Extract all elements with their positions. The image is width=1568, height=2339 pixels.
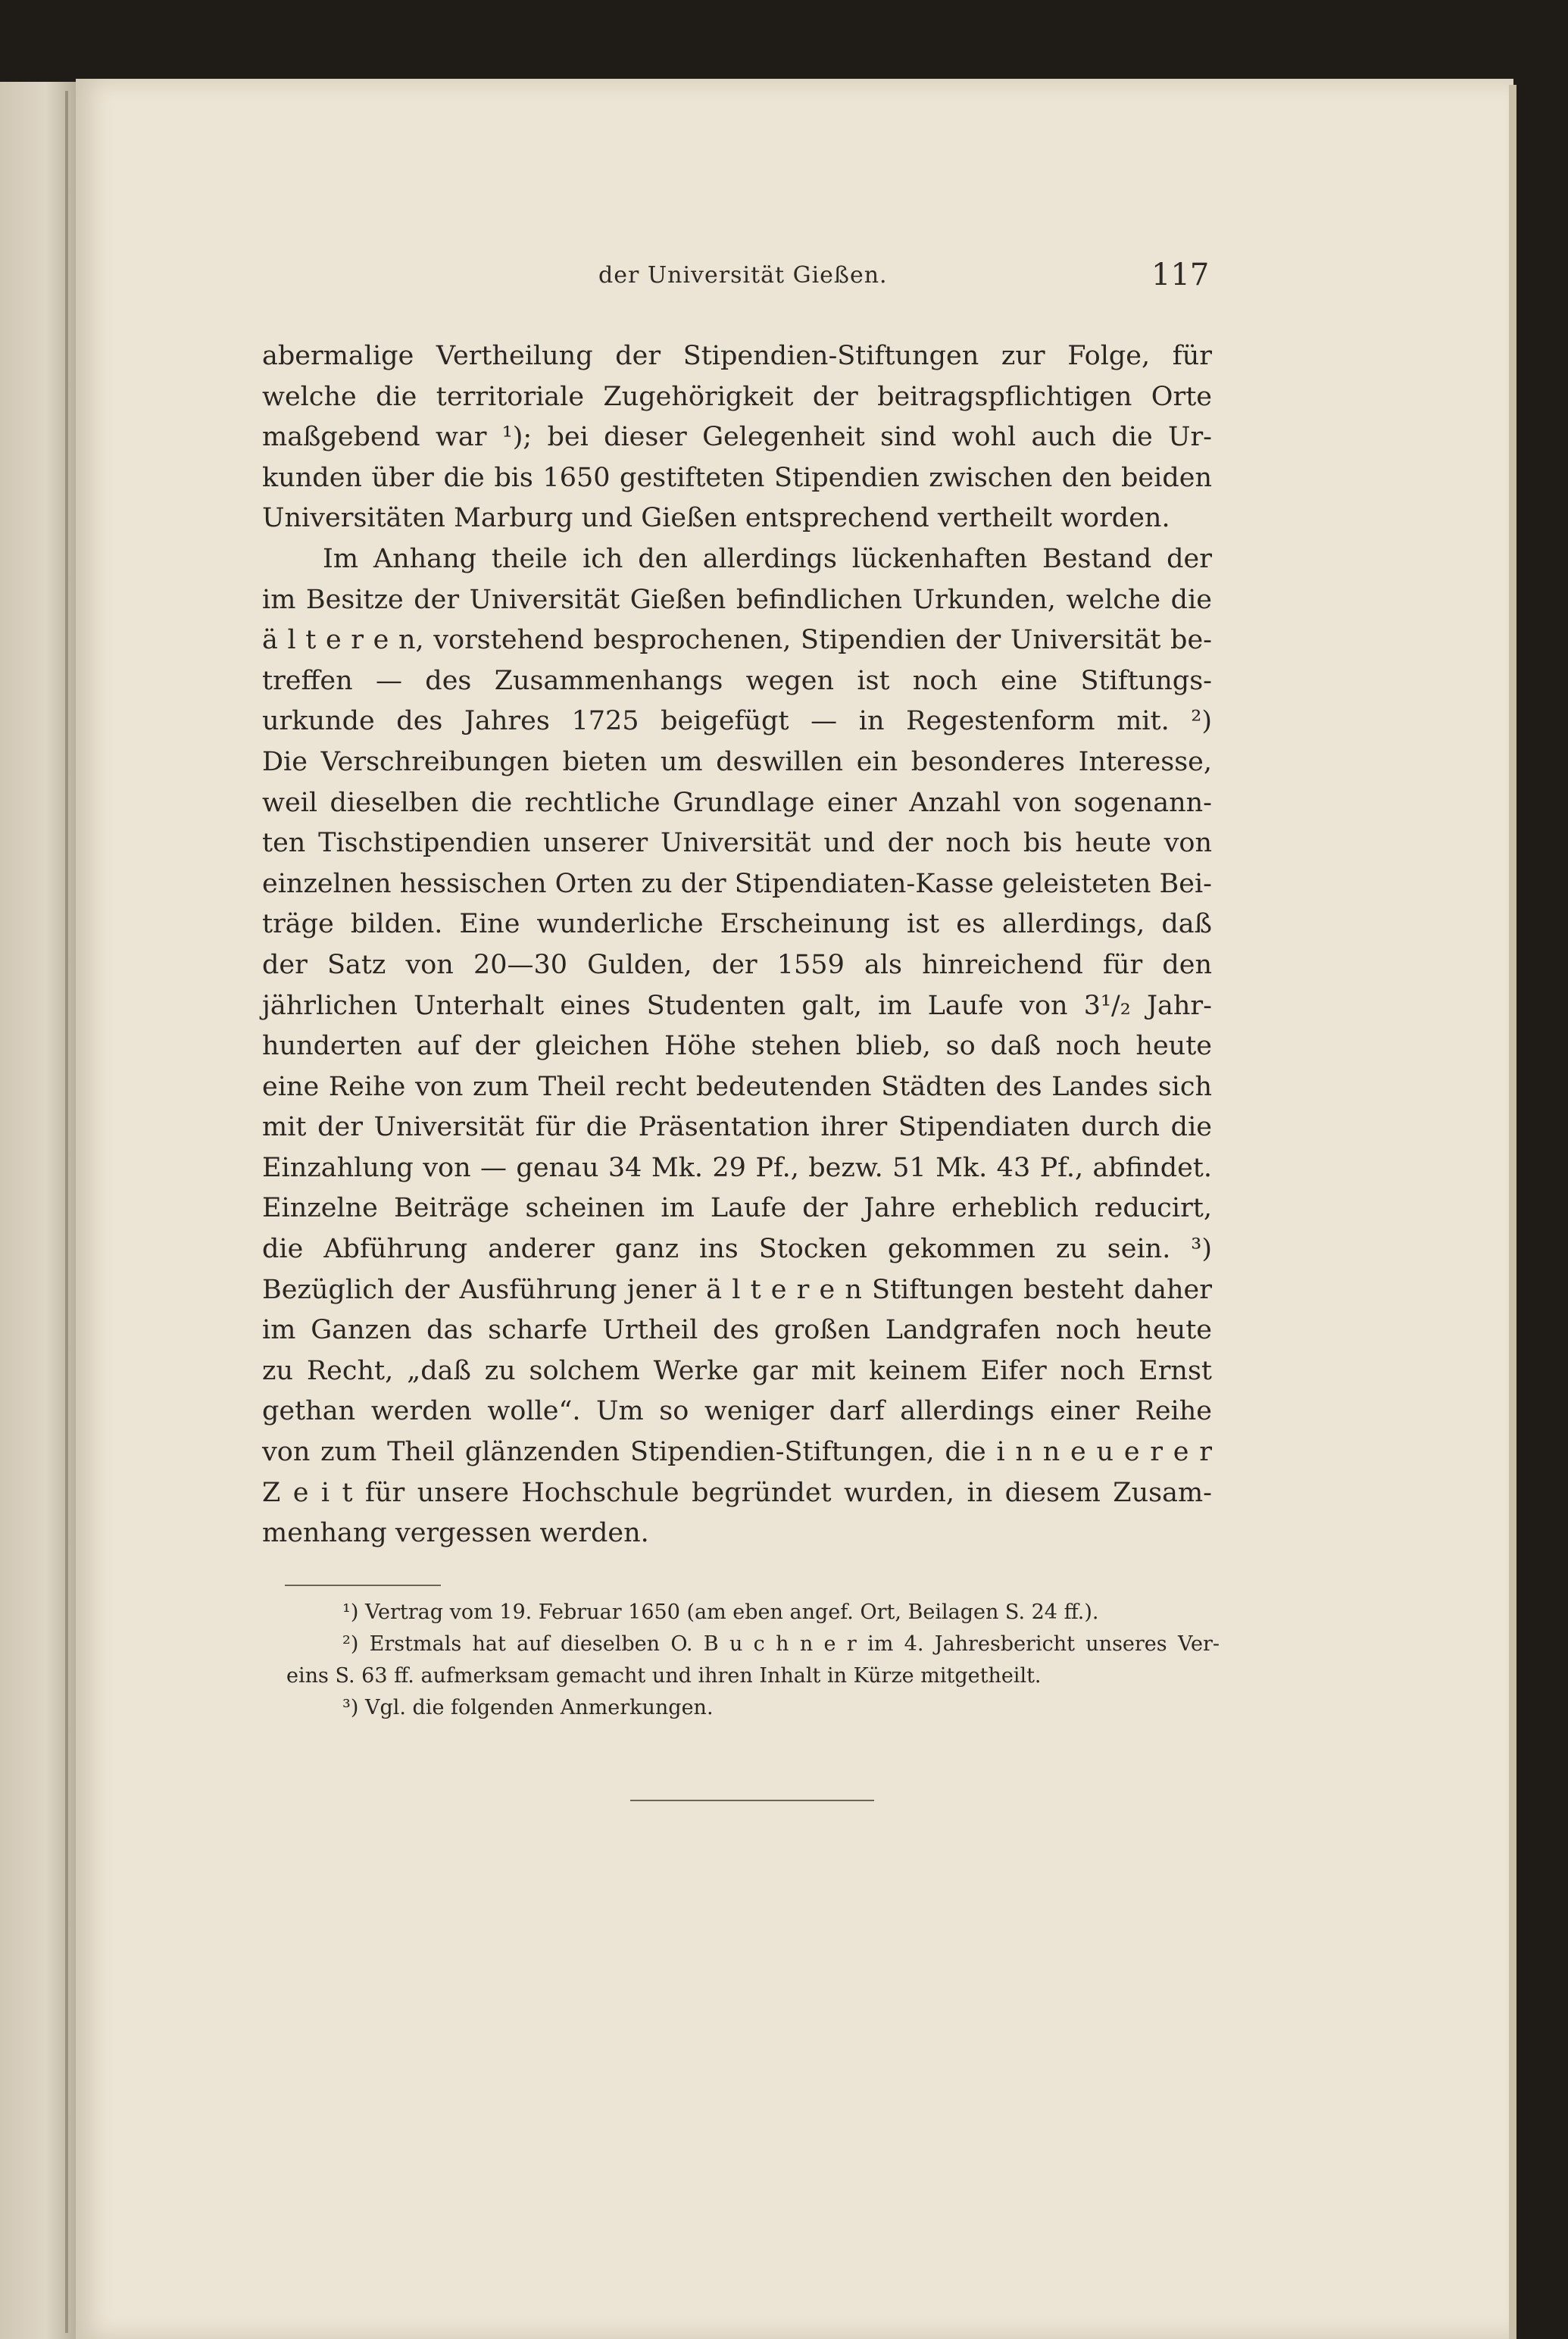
footnote-line: ²) Erstmals hat auf dieselben O. B u c h n e r im 4. Jahresbericht unseres Ver- xyxy=(342,1632,1220,1656)
footnote-separator xyxy=(285,1585,441,1586)
text-line: eine Reihe von zum Theil recht bedeutenden Städten des Landes sich xyxy=(262,1071,1212,1102)
footnotes xyxy=(286,1597,1220,1724)
text-line: ten Tischstipendien unserer Universität und der noch bis heute von xyxy=(262,828,1212,859)
text-line: Die Verschreibungen bieten um deswillen ein besonderes Interesse, xyxy=(262,746,1212,777)
text-line: Einzelne Beiträge scheinen im Laufe der Jahre erheblich reducirt, xyxy=(262,1193,1212,1224)
left-page-edge xyxy=(0,82,76,2339)
text-line: einzelnen hessischen Orten zu der Stipendiaten-Kasse geleisteten Bei- xyxy=(262,868,1212,899)
text-line: zu Recht, „daß zu solchem Werke gar mit keinem Eifer noch Ernst xyxy=(262,1355,1212,1386)
text-line: von zum Theil glänzenden Stipendien-Stiftungen, die i n n e u e r e r xyxy=(262,1437,1212,1468)
end-rule xyxy=(630,1800,874,1801)
text-line: Universitäten Marburg und Gießen entsprechend vertheilt worden. xyxy=(262,503,1170,534)
body-text xyxy=(262,336,1212,1554)
text-line: der Satz von 20—30 Gulden, der 1559 als hinreichend für den xyxy=(262,949,1212,980)
text-line: maßgebend war ¹); bei dieser Gelegenheit sind wohl auch die Ur- xyxy=(262,422,1212,453)
text-line: mit der Universität für die Präsentation ihrer Stipendiaten durch die xyxy=(262,1112,1212,1143)
text-line: im Ganzen das scharfe Urtheil des großen Landgrafen noch heute xyxy=(262,1315,1212,1346)
footnote-line: ¹) Vertrag vom 19. Februar 1650 (am eben angef. Ort, Beilagen S. 24 ff.). xyxy=(342,1600,1099,1624)
text-line: welche die territoriale Zugehörigkeit der beitragspflichtigen Orte xyxy=(262,381,1212,412)
text-line: urkunde des Jahres 1725 beigefügt — in Regestenform mit. ²) xyxy=(262,706,1212,737)
text-line: jährlichen Unterhalt eines Studenten galt, im Laufe von 3¹/₂ Jahr- xyxy=(262,990,1212,1021)
text-line: abermalige Vertheilung der Stipendien-Stiftungen zur Folge, für xyxy=(262,341,1212,371)
text-line: Einzahlung von — genau 34 Mk. 29 Pf., bezw. 51 Mk. 43 Pf., abfindet. xyxy=(262,1152,1212,1183)
text-line: die Abführung anderer ganz ins Stocken gekommen zu sein. ³) xyxy=(262,1234,1212,1265)
footnote-line: ³) Vgl. die folgenden Anmerkungen. xyxy=(342,1696,714,1719)
footnote-line: eins S. 63 ff. aufmerksam gemacht und ihren Inhalt in Kürze mitgetheilt. xyxy=(286,1664,1042,1688)
page-fore-edge xyxy=(1509,85,1516,2339)
text-line: Im Anhang theile ich den allerdings lückenhaften Bestand der xyxy=(323,543,1212,574)
text-line: gethan werden wolle“. Um so weniger darf allerdings einer Reihe xyxy=(262,1396,1212,1427)
text-line: hunderten auf der gleichen Höhe stehen blieb, so daß noch heute xyxy=(262,1031,1212,1062)
running-head: der Universität Gießen. xyxy=(598,262,888,289)
text-line: weil dieselben die rechtliche Grundlage einer Anzahl von sogenann- xyxy=(262,787,1212,818)
text-line: kunden über die bis 1650 gestifteten Stipendien zwischen den beiden xyxy=(262,462,1212,493)
text-line: im Besitze der Universität Gießen befindlichen Urkunden, welche die xyxy=(262,584,1212,615)
text-line: menhang vergessen werden. xyxy=(262,1518,649,1549)
text-line: träge bilden. Eine wunderliche Erscheinung ist es allerdings, daß xyxy=(262,909,1212,940)
text-line: Bezüglich der Ausführung jener ä l t e r e n Stiftungen besteht daher xyxy=(262,1274,1212,1305)
text-line: treffen — des Zusammenhangs wegen ist noch eine Stiftungs- xyxy=(262,665,1212,696)
text-line: ä l t e r e n, vorstehend besprochenen, Stipendien der Universität be- xyxy=(262,625,1212,656)
book-gutter xyxy=(65,91,68,2333)
page-number: 117 xyxy=(1151,258,1210,292)
text-line: Z e i t für unsere Hochschule begründet wurden, in diesem Zusam- xyxy=(262,1477,1212,1508)
